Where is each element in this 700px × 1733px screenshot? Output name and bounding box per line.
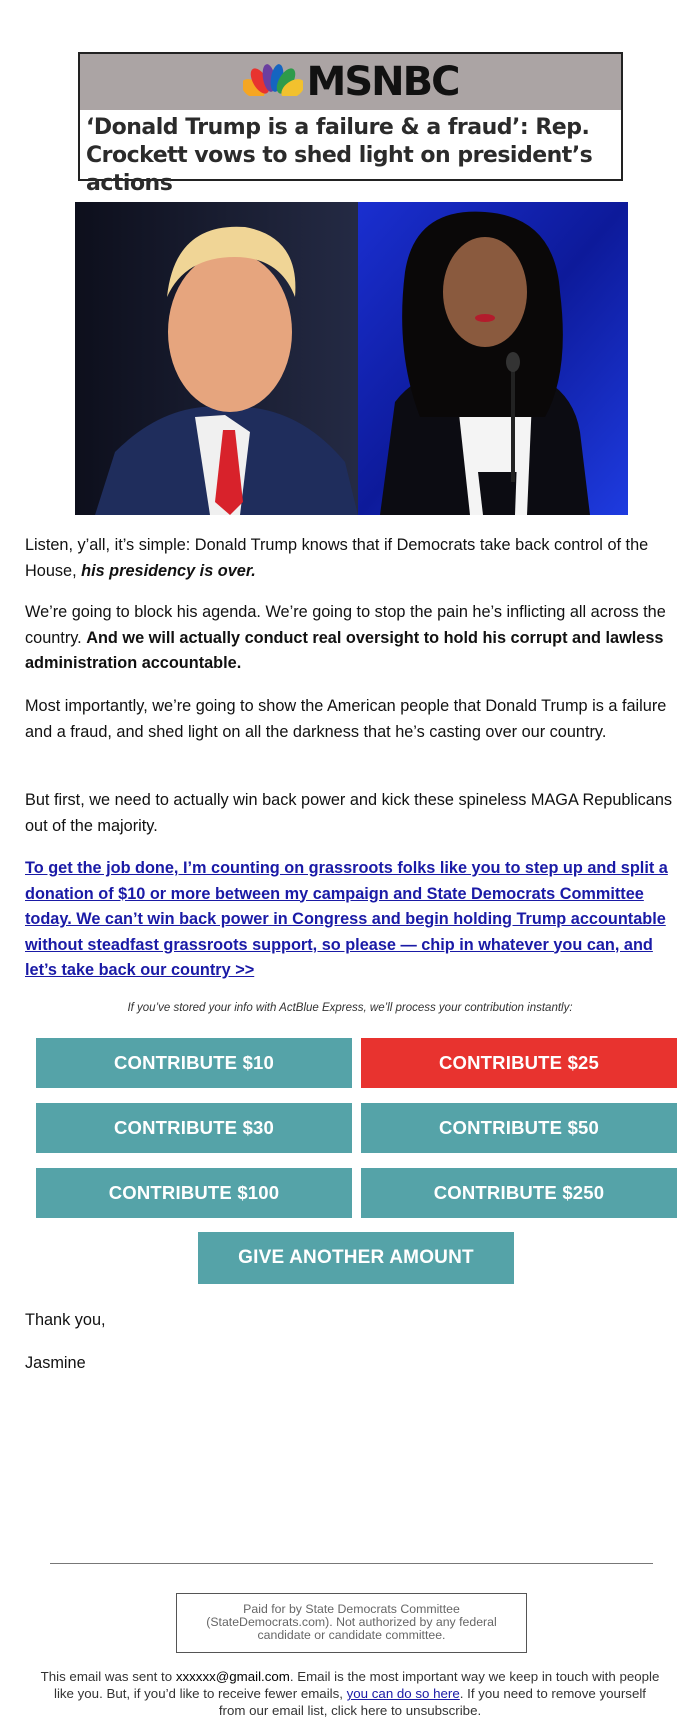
closing-thanks: Thank you, [25, 1311, 106, 1329]
logo-band [80, 54, 621, 110]
signature: Jasmine [25, 1354, 86, 1372]
paragraph-1 [25, 533, 675, 584]
contribute-30-button[interactable]: CONTRIBUTE $30 [36, 1103, 352, 1153]
news-header-card[interactable] [78, 52, 623, 196]
donate-cta-link[interactable]: To get the job done, I’m counting on grassroots folks like you to step up and split a donation of $10 or more between my campaign and State Democrats Committee today. We can’t win back power in Congress and begin holding Trump accountable without steadfast grassroots support, so please — chip in whatever you can, and let’s take back our country >> [25, 859, 668, 979]
footer-text [40, 1668, 660, 1719]
hero-photo[interactable] [75, 202, 628, 515]
peacock-icon [243, 62, 303, 102]
recipient-email: xxxxxx@gmail.com [175, 1669, 290, 1684]
contribute-25-button[interactable]: CONTRIBUTE $25 [361, 1038, 677, 1088]
paragraph-2 [25, 600, 675, 677]
contribute-100-button[interactable]: CONTRIBUTE $100 [36, 1168, 352, 1218]
footer-divider [50, 1563, 653, 1564]
footer-pre-email: This email was sent to [40, 1669, 176, 1684]
paragraph-4: But first, we need to actually win back power and kick these spineless MAGA Republicans out of the majority. [25, 791, 673, 835]
paid-for-disclaimer: Paid for by State Democrats Committee (StateDemocrats.com). Not authorized by any federal candidate or candidate committee. [176, 1593, 527, 1653]
contribute-250-button[interactable]: CONTRIBUTE $250 [361, 1168, 677, 1218]
paragraph-1-emphasis: his presidency is over. [81, 561, 256, 580]
paragraph-2-bold: And we will actually conduct real oversight to hold his corrupt and lawless administration accountable. [25, 628, 664, 672]
fewer-emails-link[interactable]: you can do so here [346, 1686, 460, 1701]
give-another-amount-button[interactable]: GIVE ANOTHER AMOUNT [198, 1232, 514, 1284]
footer-mid: . Email is the most important way we keep in touch with people like you. But, if you’d like to receive fewer emails, [53, 1669, 660, 1701]
hero-illustration [75, 202, 628, 515]
paragraph-3: Most importantly, we’re going to show the American people that Donald Trump is a failure and a fraud, and shed light on all the darkness that he’s casting over our country. [25, 697, 667, 741]
logo-wordmark: MSNBC [306, 59, 459, 105]
paragraph-1-text: Listen, y’all, it’s simple: Donald Trump knows that if Democrats take back control of the House, [25, 536, 649, 580]
donate-cta-paragraph [25, 856, 675, 984]
actblue-express-note: If you’ve stored your info with ActBlue Express, we’ll process your contribution instantly: [127, 1002, 573, 1014]
article-headline: ‘Donald Trump is a failure & a fraud’: Rep. Crockett vows to shed light on president’s actions [86, 115, 593, 196]
paragraph-2-text: We’re going to block his agenda. We’re going to stop the pain he’s inflicting all across the country. [25, 603, 666, 647]
footer-unsubscribe-text: . If you need to remove yourself from our email list, click here to unsubscribe. [218, 1686, 647, 1718]
contribute-10-button[interactable]: CONTRIBUTE $10 [36, 1038, 352, 1088]
msnbc-logo [243, 59, 459, 105]
contribute-50-button[interactable]: CONTRIBUTE $50 [361, 1103, 677, 1153]
